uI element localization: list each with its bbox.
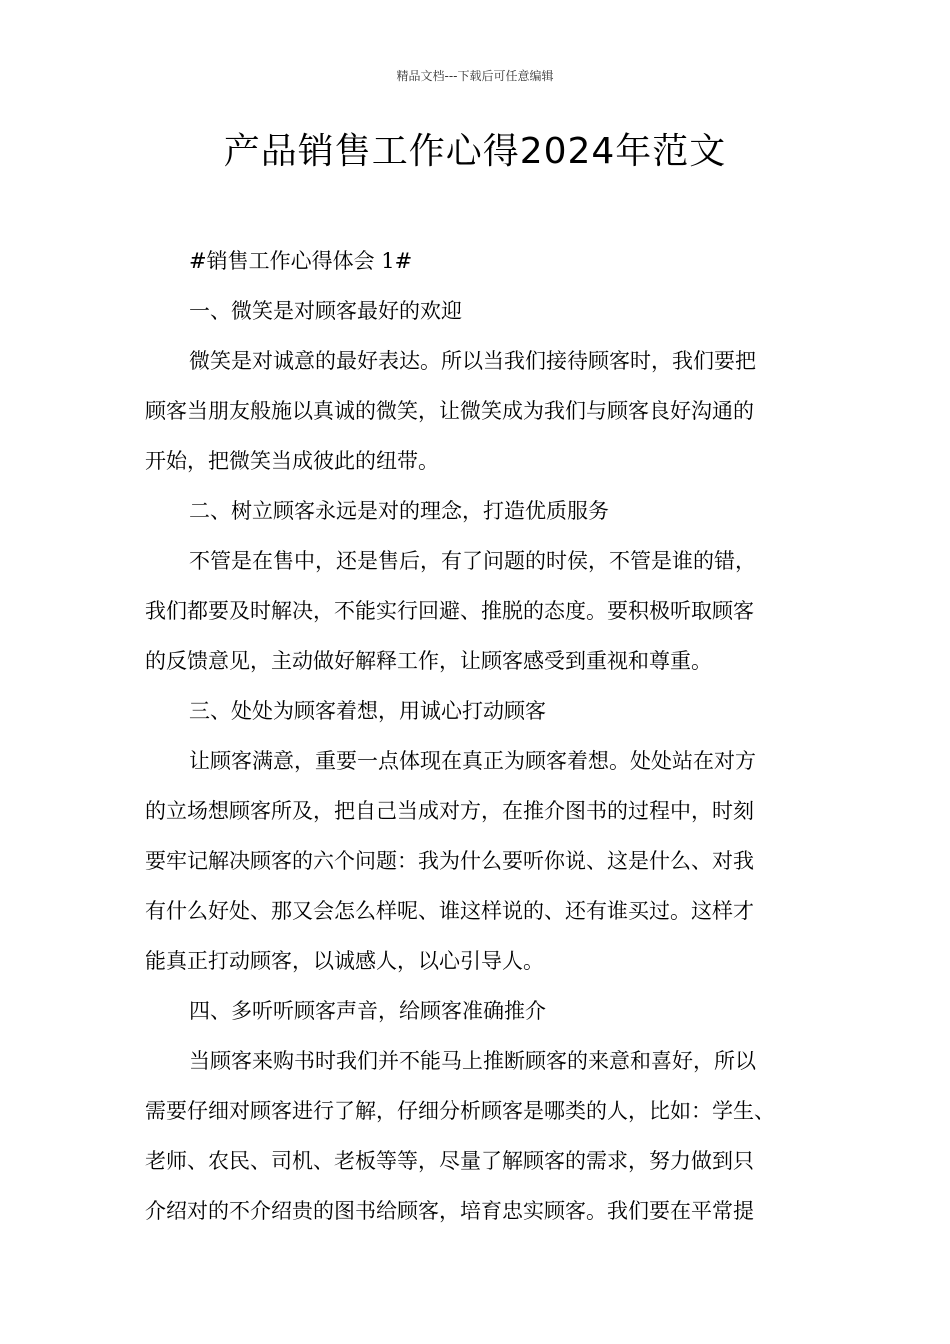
text-line: 四、多听听顾客声音，给顾客准确推介 [189, 999, 546, 1023]
header-note: 精品文档---下载后可任意编辑 [396, 69, 554, 83]
text-line: 要牢记解决顾客的六个问题：我为什么要听你说、这是什么、对我 [145, 849, 754, 873]
text-line: 微笑是对诚意的最好表达。所以当我们接待顾客时，我们要把 [189, 349, 756, 373]
text-line: 我们都要及时解决，不能实行回避、推脱的态度。要积极听取顾客 [145, 599, 754, 623]
body-text [145, 236, 817, 1236]
text-line: #销售工作心得体会 1# [189, 249, 413, 273]
text-line: 能真正打动顾客，以诚感人，以心引导人。 [145, 949, 544, 973]
text-line: 有什么好处、那又会怎么样呢、谁这样说的、还有谁买过。这样才 [145, 899, 754, 923]
text-line: 顾客当朋友般施以真诚的微笑，让微笑成为我们与顾客良好沟通的 [145, 399, 754, 423]
text-line: 让顾客满意，重要一点体现在真正为顾客着想。处处站在对方 [189, 749, 756, 773]
text-line: 老师、农民、司机、老板等等，尽量了解顾客的需求，努力做到只 [145, 1149, 754, 1173]
text-line: 当顾客来购书时我们并不能马上推断顾客的来意和喜好，所以 [189, 1049, 756, 1073]
text-line: 需要仔细对顾客进行了解，仔细分析顾客是哪类的人，比如：学生、 [145, 1099, 775, 1123]
text-line: 一、微笑是对顾客最好的欢迎 [189, 299, 462, 323]
text-line: 介绍对的不介绍贵的图书给顾客，培育忠实顾客。我们要在平常提 [145, 1199, 754, 1223]
text-line: 开始，把微笑当成彼此的纽带。 [145, 449, 439, 473]
text-line: 三、处处为顾客着想，用诚心打动顾客 [189, 699, 546, 723]
text-line: 不管是在售中，还是售后，有了问题的时侯，不管是谁的错， [189, 549, 756, 573]
text-line: 二、树立顾客永远是对的理念，打造优质服务 [189, 499, 609, 523]
text-line: 的立场想顾客所及，把自己当成对方，在推介图书的过程中，时刻 [145, 799, 754, 823]
text-line: 的反馈意见，主动做好解释工作，让顾客感受到重视和尊重。 [145, 649, 712, 673]
page-title: 产品销售工作心得2024年范文 [223, 131, 727, 172]
